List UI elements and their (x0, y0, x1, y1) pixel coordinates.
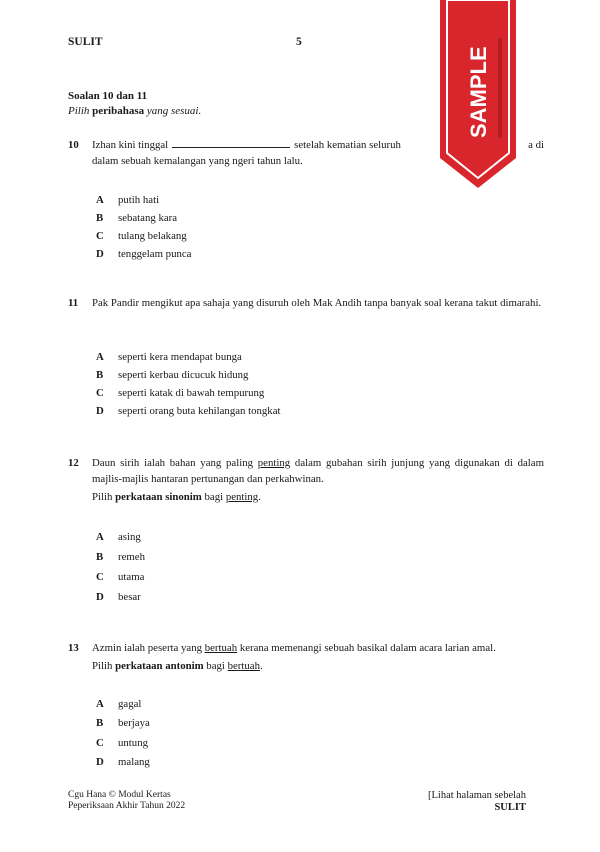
question-13-options (96, 694, 150, 772)
question-text: Azmin ialah peserta yang bertuah kerana memenangi sebuah basikal dalam acara larian amal. (92, 642, 496, 654)
question-number: 12 (68, 457, 79, 469)
question-instruction: Pilih perkataan sinonim bagi penting. (92, 491, 261, 503)
underlined-word: penting (257, 457, 291, 469)
option-c[interactable]: C untung (96, 736, 148, 749)
footer-next-page: [Lihat halaman sebelah SULIT (428, 790, 526, 813)
sample-stamp (436, 0, 520, 190)
section-title: Soalan 10 dan 11 (68, 90, 148, 102)
section-instruction: Pilih peribahasa yang sesuai. (68, 105, 202, 117)
question-11 (68, 295, 544, 311)
question-10-options (96, 191, 191, 263)
question-number: 13 (68, 642, 79, 654)
option-c[interactable]: C seperti katak di bawah tempurung (96, 387, 265, 399)
option-b[interactable]: B remeh (96, 551, 145, 563)
page-number: 5 (296, 36, 302, 48)
option-a[interactable]: A gagal (96, 697, 142, 710)
question-11-options (96, 348, 281, 420)
option-a[interactable]: A asing (96, 531, 141, 543)
question-instruction: Pilih perkataan antonim bagi bertuah. (92, 660, 263, 672)
question-text: Daun sirih ialah bahan yang paling penting dalam gubahan sirih junjung yang digunakan di dalam majlis-majlis hantaran pertunangan dan perkahwinan. (92, 457, 544, 485)
question-12-options (96, 527, 145, 607)
question-number: 10 (68, 139, 79, 151)
footer-credit: Cgu Hana © Modul Kertas Peperiksaan Akhir Tahun 2022 (68, 790, 186, 811)
question-12 (68, 455, 544, 505)
option-b[interactable]: B sebatang kara (96, 212, 178, 224)
option-d[interactable]: D seperti orang buta kehilangan tongkat (96, 405, 281, 417)
stamp-text: SAMPLE (466, 46, 491, 138)
answer-blank (172, 137, 290, 148)
option-d[interactable]: D tenggelam punca (96, 248, 192, 260)
stamp-barcode-strip (498, 38, 502, 138)
option-a[interactable]: A putih hati (96, 194, 160, 206)
question-text: Pak Pandir mengikut apa sahaja yang disuruh oleh Mak Andih tanpa banyak soal kerana takut dimarahi. (92, 297, 542, 309)
question-number: 11 (68, 297, 79, 309)
header-sulit: SULIT (68, 36, 103, 48)
option-c[interactable]: C tulang belakang (96, 230, 187, 242)
question-text: Izhan kini tinggal setelah kematian seluruh a di dalam sebuah kemalangan yang ngeri tahun lalu. (92, 139, 544, 167)
option-a[interactable]: A seperti kera mendapat bunga (96, 351, 242, 363)
option-d[interactable]: D besar (96, 591, 141, 603)
option-b[interactable]: B berjaya (96, 717, 150, 730)
underlined-word: bertuah (204, 642, 238, 654)
question-13 (68, 640, 544, 674)
option-c[interactable]: C utama (96, 571, 145, 583)
option-d[interactable]: D malang (96, 756, 150, 769)
option-b[interactable]: B seperti kerbau dicucuk hidung (96, 369, 249, 381)
